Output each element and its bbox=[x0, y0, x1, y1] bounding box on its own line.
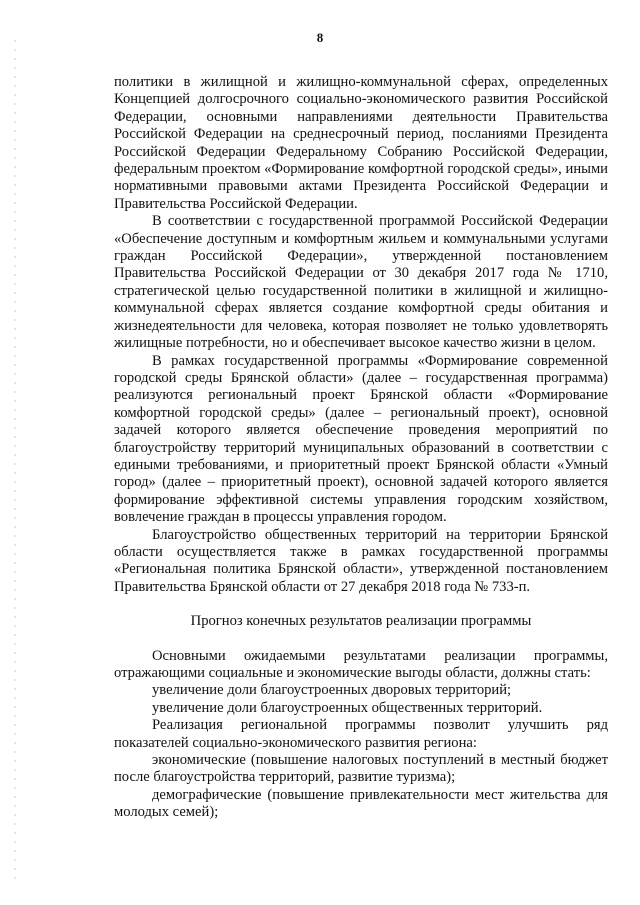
scan-edge-marks bbox=[14, 40, 16, 880]
paragraph-regional-project: В рамках государственной программы «Формирование современной городской среды Брянской области» (далее – государственная программа) реализуются региональный проект Брянской области «Формирование комфортной городской среды» (далее – региональный проект), основной задачей которого является обеспечение проведения мероприятий по благоустройству территорий муниципальных образований в соответствии с едиными требованиями, и приоритетный проект Брянской области «Умный город» (далее – приоритетный проект), основной задачей которого является формирование эффективной системы управления городским хозяйством, вовлечение граждан в процессы управления городом. bbox=[114, 352, 608, 526]
paragraph-public-territories: Благоустройство общественных территорий на территории Брянской области осуществляется также в рамках государственной программы «Региональная политика Брянской области», утвержденной постановлением Правительства Брянской области от 27 декабря 2018 года № 733-п. bbox=[114, 526, 608, 595]
paragraph-indicators: Реализация региональной программы позволит улучшить ряд показателей социально-экономического развития региона: bbox=[114, 717, 608, 751]
list-item-demographic: демографические (повышение привлекательности мест жительства для молодых семей); bbox=[114, 786, 608, 821]
paragraph-expected-results: Основными ожидаемыми результатами реализации программы, отражающими социальные и экономические выгоды области, должны стать: bbox=[114, 647, 608, 681]
list-item-public-territories: увеличение доли благоустроенных общественных территорий. bbox=[152, 699, 543, 716]
document-body bbox=[114, 74, 608, 822]
section-heading: Прогноз конечных результатов реализации программы bbox=[190, 613, 532, 630]
page-number: 8 bbox=[316, 30, 324, 45]
paragraph-state-program: В соответствии с государственной программой Российской Федерации «Обеспечение доступным и комфортным жильем и коммунальными услугами граждан Российской Федерации», утвержденной постановлением Правительства Российской Федерации от 30 декабря 2017 года № 1710, стратегической целью государственной политики в жилищной и жилищно-коммунальной сферах является создание комфортной среды обитания и жизнедеятельности для человека, которая позволяет не только удовлетворять жилищные потребности, но и обеспечивает высокое качество жизни в целом. bbox=[114, 213, 608, 352]
list-item-economic: экономические (повышение налоговых поступлений в местный бюджет после благоустройства территорий, развитие туризма); bbox=[114, 752, 608, 786]
paragraph-continuation: политики в жилищной и жилищно-коммунальной сферах, определенных Концепцией долгосрочного социально-экономического развития Российской Федерации, основными направлениями деятельности Правительства Российской Федерации на среднесрочный период, посланиями Президента Российской Федерации Федеральному Собранию Российской Федерации, федеральным проектом «Формирование комфортной городской среды», иными нормативными правовыми актами Президента Российской Федерации и Правительства Российской Федерации. bbox=[114, 74, 608, 212]
list-item-yard-territories: увеличение доли благоустроенных дворовых территорий; bbox=[152, 682, 512, 699]
